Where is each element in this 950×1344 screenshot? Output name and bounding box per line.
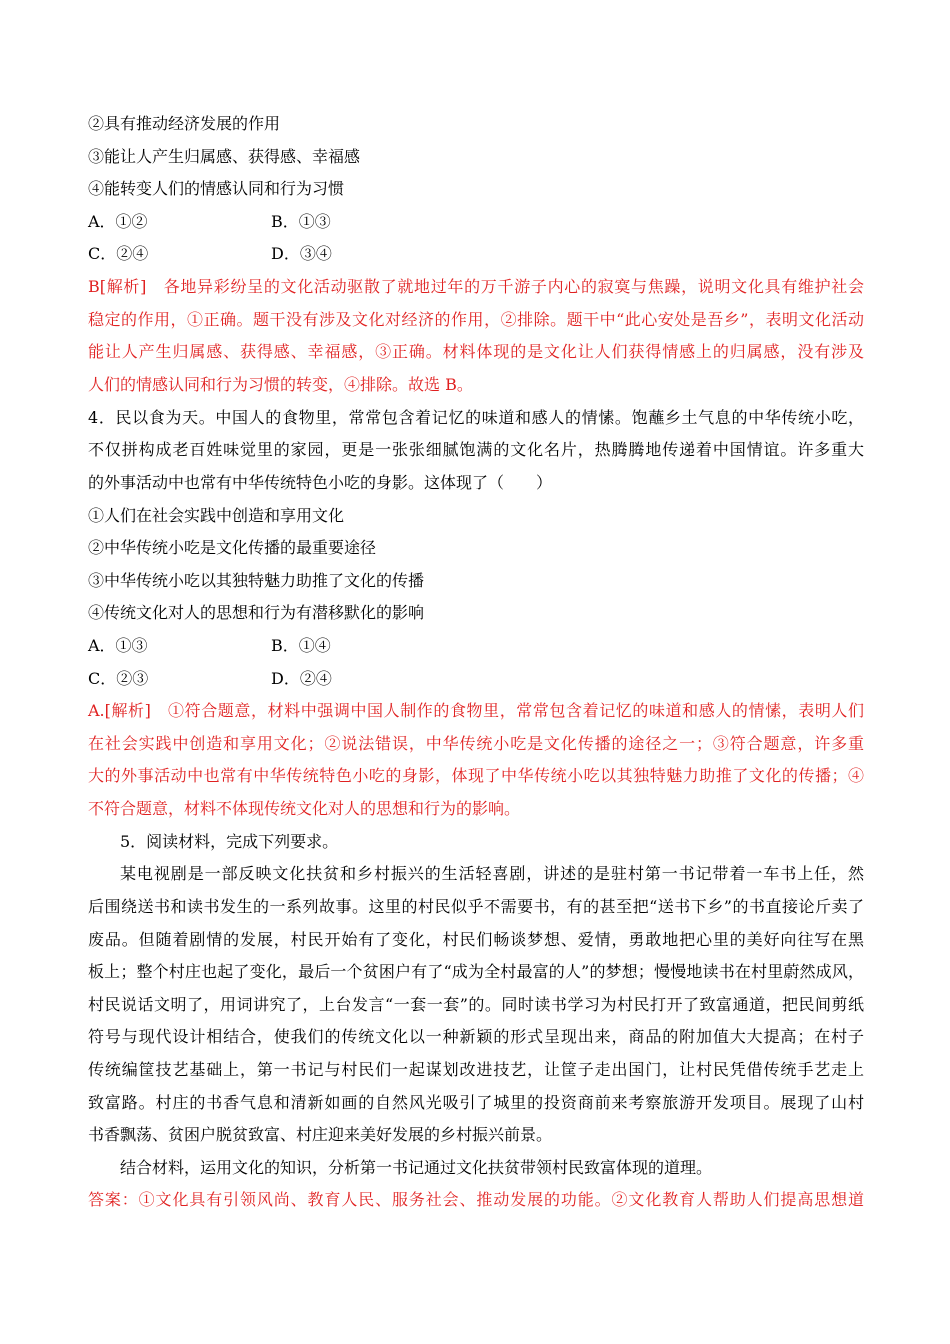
q4-stem-line: 不仅拼构成老百姓味觉里的家园，更是一张张细腻饱满的文化名片，热腾腾地传递着中国情谊。许多重大 [88, 440, 864, 459]
q4-option-d: D．②④ [271, 669, 332, 688]
q4-item-3: ③中华传统小吃以其独特魅力助推了文化的传播 [88, 571, 425, 590]
q4-analysis-line: 不符合题意，材料不体现传统文化对人的思想和行为的影响。 [88, 799, 521, 818]
q4-analysis-line: 在社会实践中创造和享用文化；②说法错误，中华传统小吃是文化传播的途径之一；③符合题意，许多重 [88, 734, 864, 753]
q5-material-line: 后围绕送书和读书发生的一系列故事。这里的村民似乎不需要书，有的甚至把“送书下乡”的书直接论斤卖了 [88, 897, 864, 916]
q4-analysis-line: A.[解析] ①符合题意，材料中强调中国人制作的食物里，常常包含着记忆的味道和感人的情愫，表明人们 [88, 701, 864, 720]
q4-option-c: C．②③ [88, 669, 149, 688]
q3-option-b: B．①③ [271, 212, 331, 231]
q3-analysis-line: 能让人产生归属感、获得感、幸福感，③正确。材料体现的是文化让人们获得情感上的归属感，没有涉及 [88, 342, 864, 361]
q3-item-3: ③能让人产生归属感、获得感、幸福感 [88, 147, 361, 166]
q4-item-1: ①人们在社会实践中创造和享用文化 [88, 506, 345, 525]
q3-option-a: A．①② [88, 212, 148, 231]
q3-option-d: D．③④ [271, 244, 332, 263]
q3-item-2: ②具有推动经济发展的作用 [88, 114, 281, 133]
q5-material-line: 村民说话文明了，用词讲究了，上台发言“一套一套”的。同时读书学习为村民打开了致富通道，把民间剪纸 [88, 995, 864, 1014]
q5-material-line: 某电视剧是一部反映文化扶贫和乡村振兴的生活轻喜剧，讲述的是驻村第一书记带着一车书上任，然 [120, 864, 864, 883]
q4-item-2: ②中华传统小吃是文化传播的最重要途径 [88, 538, 377, 557]
q3-options-row-1 [88, 212, 488, 232]
q5-material-line: 板上；整个村庄也起了变化，最后一个贫困户有了“成为全村最富的人”的梦想；慢慢地读书在村里蔚然成风， [88, 962, 864, 981]
q3-item-4: ④能转变人们的情感认同和行为习惯 [88, 179, 345, 198]
q5-material-line: 书香飘荡、贫困户脱贫致富、村庄迎来美好发展的乡村振兴前景。 [88, 1125, 553, 1144]
q3-analysis-line: 人们的情感认同和行为习惯的转变，④排除。故选 B。 [88, 375, 473, 394]
q4-item-4: ④传统文化对人的思想和行为有潜移默化的影响 [88, 603, 425, 622]
q4-options-row-2 [88, 669, 488, 689]
q3-option-c: C．②④ [88, 244, 149, 263]
q5-material-line: 符号与现代设计相结合，使我们的传统文化以一种新颖的形式呈现出来，商品的附加值大大提高；在村子 [88, 1027, 864, 1046]
q5-question: 结合材料，运用文化的知识，分析第一书记通过文化扶贫带领村民致富体现的道理。 [120, 1158, 713, 1177]
q5-title: 5．阅读材料，完成下列要求。 [120, 832, 339, 851]
q3-options-row-2 [88, 244, 488, 264]
q5-answer: 答案：①文化具有引领风尚、教育人民、服务社会、推动发展的功能。②文化教育人帮助人们提高思想道 [88, 1190, 864, 1209]
q4-option-b: B．①④ [271, 636, 331, 655]
q3-analysis-line: 稳定的作用，①正确。题干没有涉及文化对经济的作用，②排除。题干中“此心安处是吾乡”，表明文化活动 [88, 310, 864, 329]
q5-material-line: 废品。但随着剧情的发展，村民开始有了变化，村民们畅谈梦想、爱情，勇敢地把心里的美好向往写在黑 [88, 930, 864, 949]
q4-analysis-line: 大的外事活动中也常有中华传统特色小吃的身影，体现了中华传统小吃以其独特魅力助推了文化的传播；④ [88, 766, 864, 785]
q4-option-a: A．①③ [88, 636, 148, 655]
q3-analysis-line: B[解析] 各地异彩纷呈的文化活动驱散了就地过年的万千游子内心的寂寞与焦躁，说明文化具有维护社会 [88, 277, 864, 296]
q4-stem-line: 4．民以食为天。中国人的食物里，常常包含着记忆的味道和感人的情愫。饱蘸乡土气息的中华传统小吃， [88, 408, 864, 427]
q4-stem-line: 的外事活动中也常有中华传统特色小吃的身影。这体现了（ ） [88, 473, 553, 492]
q5-material-line: 传统编筐技艺基础上，第一书记与村民们一起谋划改进技艺，让筐子走出国门，让村民凭借传统手艺走上 [88, 1060, 864, 1079]
q5-material-line: 致富路。村庄的书香气息和清新如画的自然风光吸引了城里的投资商前来考察旅游开发项目。展现了山村 [88, 1093, 864, 1112]
q4-options-row-1 [88, 636, 488, 656]
